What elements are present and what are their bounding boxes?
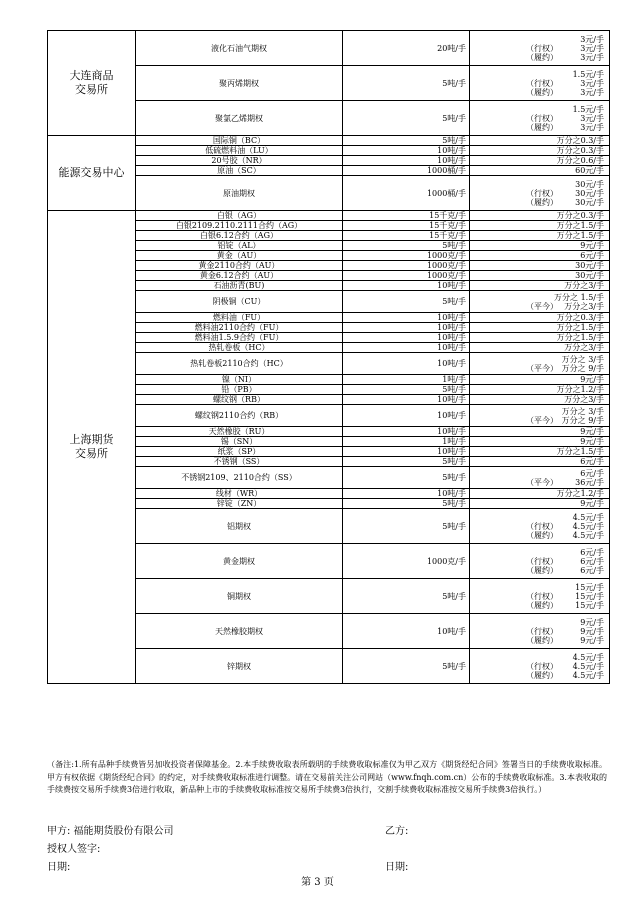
fee-line [470,355,604,364]
product-name: 黄金2110合约（AU） [136,261,343,271]
contract-unit: 10吨/手 [343,323,470,333]
contract-unit: 10吨/手 [343,343,470,353]
fee-cell [470,31,610,66]
contract-unit: 1000克/手 [343,271,470,281]
fee-type-label: （行权） [526,78,558,88]
fee-value: 30元/手 [575,179,604,189]
fee-value: 万分之0.3/手 [556,146,604,155]
fee-cell [470,375,610,385]
contract-unit: 5吨/手 [343,241,470,251]
fee-type-label: （行权） [526,661,558,671]
product-name: 燃料油2110合约（FU） [136,323,343,333]
contract-unit: 1000克/手 [343,251,470,261]
product-name: 锌期权 [136,649,343,684]
fee-value: 4.5元/手 [572,521,604,531]
fee-value: 15元/手 [575,600,604,610]
product-name: 螺纹钢2110合约（RB） [136,405,343,427]
contract-unit: 5吨/手 [343,101,470,136]
authorized-signature-label: 授权人签字: [47,844,101,855]
fee-cell [470,509,610,544]
fee-cell [470,231,610,241]
fee-cell [470,271,610,281]
fee-line [470,70,604,79]
fee-type-label: （行权） [526,626,558,636]
fee-line [470,166,604,175]
fee-schedule-table [47,30,610,684]
fee-value: 9元/手 [580,437,604,446]
fee-line [470,302,604,311]
fee-type-label: （履约） [526,122,558,132]
product-name: 石油沥青(BU) [136,281,343,291]
fee-value: 3元/手 [580,43,604,53]
fee-line [470,627,604,636]
fee-line [470,583,604,592]
fee-line [470,293,604,302]
fee-line [470,114,604,123]
product-name: 黄金（AU） [136,251,343,261]
product-name: 铜期权 [136,579,343,614]
fee-cell [470,313,610,323]
exchange-name: 上海期货 交易所 [48,211,136,684]
fee-value: 万分之3/手 [564,343,604,352]
fee-value: 9元/手 [580,427,604,436]
product-name: 白银2109.2110.2111合约（AG） [136,221,343,231]
product-name: 黄金6.12合约（AU） [136,271,343,281]
fee-line [470,105,604,114]
contract-unit: 10吨/手 [343,395,470,405]
fee-line [470,211,604,220]
fee-value: 30元/手 [575,197,604,207]
fee-type-label: （履约） [526,600,558,610]
fee-type-label: （行权） [526,521,558,531]
product-name: 锡（SN） [136,437,343,447]
fee-line [470,313,604,322]
party-b-label: 乙方: [385,826,409,837]
fee-line [470,53,604,62]
fee-value: 万分之0.3/手 [556,313,604,322]
fee-value: 万分之3/手 [564,395,604,404]
fee-value: 万分之1.2/手 [556,385,604,394]
fee-row [48,211,610,221]
fee-type-label: （履约） [526,52,558,62]
fee-cell [470,437,610,447]
contract-unit: 1000克/手 [343,261,470,271]
fee-value: 6元/手 [580,547,604,557]
fee-value: 15元/手 [575,591,604,601]
product-name: 燃料油（FU） [136,313,343,323]
fee-value: 万分之1.5/手 [556,323,604,332]
product-name: 螺纹钢（RB） [136,395,343,405]
fee-value: 9元/手 [580,375,604,384]
fee-line [470,251,604,260]
fee-value: 36元/手 [575,477,604,487]
fee-line [470,241,604,250]
fee-type-label: （行权） [526,188,558,198]
fee-line [470,136,604,145]
fee-value: 万分之1.5/手 [556,333,604,342]
product-name: 白银（AG） [136,211,343,221]
remarks-note: （备注:1.所有品种手续费皆另加收投资者保障基金。2.本手续费收取表所载明的手续费收取标准仅为甲乙双方《期货经纪合同》签署当日的手续费收取标准。甲方有权依据《期货经纪合同》的约定，对手续费收取标准进行调整。请在交易前关注公司网站（www.fnqh.com.cn）公布的手续费收取标准。3.本表收取的手续费按交易所手续费3倍进行收取，新品种上市的手续费收取标准按交易所手续费3倍执行，交割手续费收取标准按交易所手续费3倍执行。） [47,760,607,794]
product-name: 铅（PB） [136,385,343,395]
fee-value: 30元/手 [575,271,604,280]
fee-line [470,123,604,132]
fee-value: 15元/手 [575,582,604,592]
fee-type-label: （行权） [526,556,558,566]
fee-line [470,513,604,522]
contract-unit: 5吨/手 [343,649,470,684]
fee-cell [470,166,610,176]
fee-line [470,601,604,610]
fee-line [470,364,604,373]
contract-unit: 5吨/手 [343,579,470,614]
fee-cell [470,156,610,166]
fee-value: 3元/手 [580,87,604,97]
product-name: 液化石油气期权 [136,31,343,66]
product-name: 燃料油1.5.9合约（FU） [136,333,343,343]
fee-line [470,499,604,508]
fee-cell [470,427,610,437]
fee-cell [470,614,610,649]
fee-line [470,231,604,240]
fee-line [470,375,604,384]
fee-value: 4.5元/手 [572,530,604,540]
contract-unit: 15千克/手 [343,231,470,241]
fee-line [470,261,604,270]
fee-row [48,31,610,66]
fee-value: 万分之0.6/手 [556,156,604,165]
fee-line [470,88,604,97]
fee-line [470,407,604,416]
fee-cell [470,447,610,457]
fee-cell [470,489,610,499]
fee-line [470,281,604,290]
fee-cell [470,457,610,467]
fee-type-label: （履约） [526,670,558,680]
contract-unit: 5吨/手 [343,499,470,509]
fee-type-label: （平今） [526,477,558,487]
fee-value: 6元/手 [580,556,604,566]
fee-cell [470,323,610,333]
fee-row [48,136,610,146]
fee-value: 6元/手 [580,251,604,260]
fee-value: 9元/手 [580,626,604,636]
contract-unit: 1000桶/手 [343,166,470,176]
product-name: 原油期权 [136,176,343,211]
fee-line [470,79,604,88]
fee-value: 60元/手 [575,166,604,175]
fee-line [470,156,604,165]
contract-unit: 10吨/手 [343,614,470,649]
fee-line [470,522,604,531]
product-name: 不锈钢（SS） [136,457,343,467]
fee-line [470,671,604,680]
fee-value: 3元/手 [580,52,604,62]
contract-unit: 5吨/手 [343,467,470,489]
contract-unit: 10吨/手 [343,353,470,375]
contract-unit: 15千克/手 [343,211,470,221]
product-name: 铝锭（AL） [136,241,343,251]
product-name: 不锈钢2109、2110合约（SS） [136,467,343,489]
fee-cell [470,333,610,343]
party-a-label: 甲方: 福能期货股份有限公司 [47,826,174,837]
fee-type-label: （行权） [526,591,558,601]
fee-cell [470,136,610,146]
fee-line [470,427,604,436]
fee-line [470,437,604,446]
fee-value: 万分之 3/手 [561,354,604,364]
fee-value: 万分之 3/手 [561,406,604,416]
fee-value: 万分之0.3/手 [556,211,604,220]
fee-type-label: （行权） [526,43,558,53]
contract-unit: 5吨/手 [343,457,470,467]
fee-value: 9元/手 [580,617,604,627]
exchange-name: 能源交易中心 [48,136,136,211]
fee-cell [470,343,610,353]
fee-type-label: （履约） [526,530,558,540]
fee-line [470,180,604,189]
fee-value: 30元/手 [575,188,604,198]
fee-line [470,146,604,155]
fee-line [470,548,604,557]
fee-type-label: （平今） [526,301,558,311]
fee-line [470,221,604,230]
fee-value: 万分之 9/手 [561,363,604,373]
fee-value: 万分之1.5/手 [556,221,604,230]
fee-value: 1.5元/手 [572,104,604,114]
fee-value: 4.5元/手 [572,661,604,671]
fee-type-label: （履约） [526,565,558,575]
fee-line [470,416,604,425]
fee-line [470,198,604,207]
fee-cell [470,385,610,395]
contract-unit: 5吨/手 [343,291,470,313]
product-name: 聚丙烯期权 [136,66,343,101]
fee-line [470,566,604,575]
fee-value: 9元/手 [580,499,604,508]
contract-unit: 1吨/手 [343,437,470,447]
fee-value: 9元/手 [580,635,604,645]
fee-value: 万分之1.2/手 [556,489,604,498]
contract-unit: 20吨/手 [343,31,470,66]
fee-line [470,35,604,44]
product-name: 低硫燃料油（LU） [136,146,343,156]
fee-cell [470,544,610,579]
fee-cell [470,649,610,684]
product-name: 原油（SC） [136,166,343,176]
fee-cell [470,405,610,427]
fee-line [470,385,604,394]
fee-value: 3元/手 [580,113,604,123]
fee-cell [470,499,610,509]
product-name: 20号胶（NR） [136,156,343,166]
contract-unit: 10吨/手 [343,489,470,499]
fee-line [470,447,604,456]
fee-value: 1.5元/手 [572,69,604,79]
fee-value: 3元/手 [580,122,604,132]
fee-value: 万分之 9/手 [561,415,604,425]
fee-value: 6元/手 [580,468,604,478]
fee-cell [470,353,610,375]
contract-unit: 15千克/手 [343,221,470,231]
fee-cell [470,241,610,251]
fee-cell [470,291,610,313]
fee-cell [470,66,610,101]
fee-value: 3元/手 [580,78,604,88]
fee-cell [470,211,610,221]
fee-line [470,271,604,280]
product-name: 黄金期权 [136,544,343,579]
fee-cell [470,281,610,291]
fee-type-label: （履约） [526,197,558,207]
fee-value: 4.5元/手 [572,652,604,662]
fee-line [470,592,604,601]
fee-line [470,636,604,645]
product-name: 镍（NI） [136,375,343,385]
fee-cell [470,261,610,271]
fee-line [470,557,604,566]
fee-line [470,653,604,662]
party-a-date-label: 日期: [47,862,71,873]
product-name: 天然橡胶（RU） [136,427,343,437]
fee-cell [470,176,610,211]
fee-cell [470,251,610,261]
fee-type-label: （平今） [526,363,558,373]
fee-line [470,323,604,332]
fee-type-label: （履约） [526,635,558,645]
fee-cell [470,146,610,156]
contract-unit: 10吨/手 [343,427,470,437]
party-b-date-label: 日期: [385,862,409,873]
product-name: 聚氯乙烯期权 [136,101,343,136]
product-name: 白银6.12合约（AG） [136,231,343,241]
fee-value: 万分之1.5/手 [556,231,604,240]
fee-type-label: （平今） [526,415,558,425]
fee-value: 6元/手 [580,457,604,466]
fee-value: 万分之1.5/手 [556,447,604,456]
fee-cell [470,395,610,405]
fee-value: 4.5元/手 [572,670,604,680]
fee-cell [470,221,610,231]
contract-unit: 10吨/手 [343,313,470,323]
product-name: 阴极铜（CU） [136,291,343,313]
fee-value: 3元/手 [580,34,604,44]
contract-unit: 1000克/手 [343,544,470,579]
contract-unit: 5吨/手 [343,66,470,101]
fee-line [470,531,604,540]
contract-unit: 10吨/手 [343,281,470,291]
fee-cell [470,579,610,614]
fee-type-label: （行权） [526,113,558,123]
fee-line [470,457,604,466]
fee-cell [470,101,610,136]
fee-cell [470,467,610,489]
fee-line [470,343,604,352]
fee-line [470,333,604,342]
fee-value: 万分之3/手 [564,301,604,311]
contract-unit: 10吨/手 [343,146,470,156]
contract-unit: 1吨/手 [343,375,470,385]
fee-value: 万分之 1.5/手 [554,292,604,302]
fee-value: 9元/手 [580,241,604,250]
fee-line [470,189,604,198]
product-name: 锌锭（ZN） [136,499,343,509]
contract-unit: 10吨/手 [343,156,470,166]
product-name: 天然橡胶期权 [136,614,343,649]
fee-line [470,489,604,498]
fee-line [470,662,604,671]
fee-value: 万分之0.3/手 [556,136,604,145]
contract-unit: 1000桶/手 [343,176,470,211]
fee-type-label: （履约） [526,87,558,97]
product-name: 国际铜（BC） [136,136,343,146]
contract-unit: 5吨/手 [343,509,470,544]
fee-line [470,469,604,478]
product-name: 纸浆（SP） [136,447,343,457]
fee-value: 30元/手 [575,261,604,270]
contract-unit: 10吨/手 [343,447,470,457]
fee-line [470,478,604,487]
contract-unit: 5吨/手 [343,385,470,395]
fee-value: 6元/手 [580,565,604,575]
product-name: 热轧卷板（HC） [136,343,343,353]
fee-line [470,44,604,53]
contract-unit: 10吨/手 [343,333,470,343]
page-number: 第 3 页 [301,877,334,888]
fee-value: 4.5元/手 [572,512,604,522]
contract-unit: 10吨/手 [343,405,470,427]
fee-value: 万分之3/手 [564,281,604,290]
fee-line [470,395,604,404]
exchange-name: 大连商品 交易所 [48,31,136,136]
fee-line [470,618,604,627]
product-name: 热轧卷板2110合约（HC） [136,353,343,375]
product-name: 铝期权 [136,509,343,544]
contract-unit: 5吨/手 [343,136,470,146]
product-name: 线材（WR） [136,489,343,499]
